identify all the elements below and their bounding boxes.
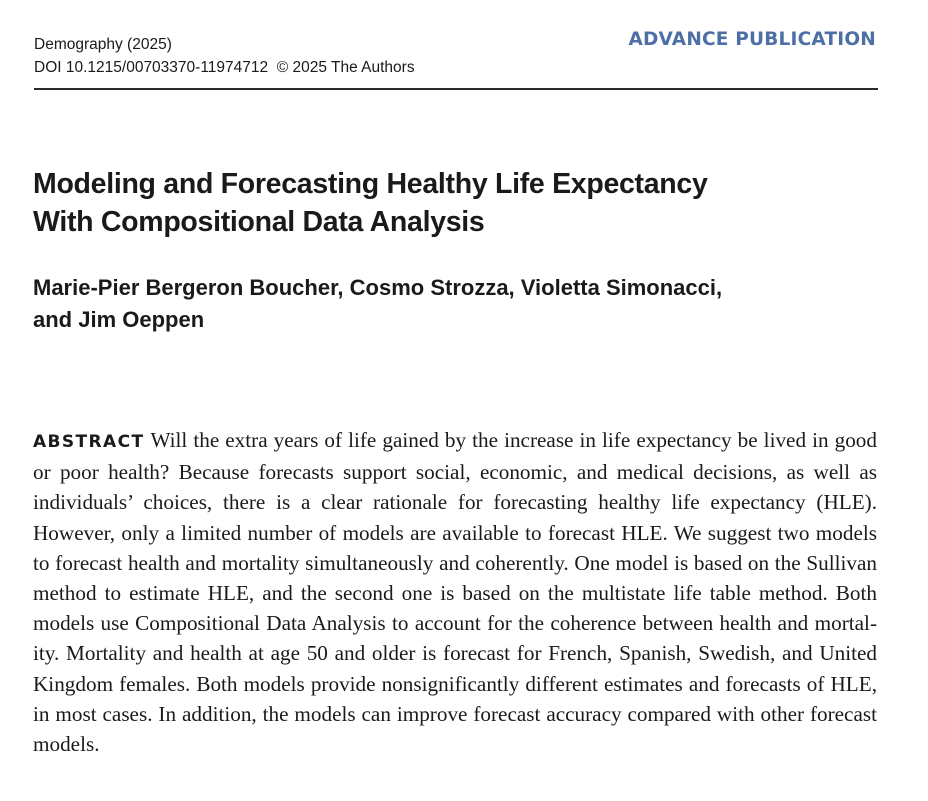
title-line-1: Modeling and Forecasting Healthy Life Expectancy [33, 168, 708, 200]
abstract-text: Will the extra years of life gained by the increase in life expectancy be lived in good or poor health? Because forecasts support social, economic, and medical decisions, as well as individuals’ choices, there is a clear rationale for forecasting healthy life expectancy (HLE). However, only a limited number of models are available to forecast HLE. We suggest two models to forecast health and mortality simultaneously and coherently. One model is based on the Sullivan method to estimate HLE, and the second one is based on the multistate life table method. Both models use Compositional Data Analysis to account for the coherence between health and mortality. Mortality and health at age 50 and older is forecast for French, Spanish, Swedish, and United Kingdom females. Both models provide nonsignificantly different estimates and forecasts of HLE, in most cases. In addition, the models can improve forecast accuracy compared with other forecast models. [33, 428, 877, 757]
advance-publication-badge: ADVANCE PUBLICATION [628, 29, 876, 50]
copyright: © 2025 The Authors [276, 59, 415, 76]
doi: DOI 10.1215/00703370-11974712 [34, 59, 269, 76]
journal-header [34, 29, 878, 90]
paper-title [33, 165, 708, 241]
journal-name: Demography (2025) [34, 36, 172, 53]
doi-line [34, 56, 878, 79]
abstract [33, 425, 877, 759]
authors-line-1: Marie-Pier Bergeron Boucher, Cosmo Strozza, Violetta Simonacci, [33, 275, 723, 300]
title-line-2: With Compositional Data Analysis [33, 206, 485, 238]
authors-line-2: and Jim Oeppen [33, 307, 205, 332]
abstract-label: ABSTRACT [33, 432, 145, 452]
author-list [33, 272, 722, 336]
